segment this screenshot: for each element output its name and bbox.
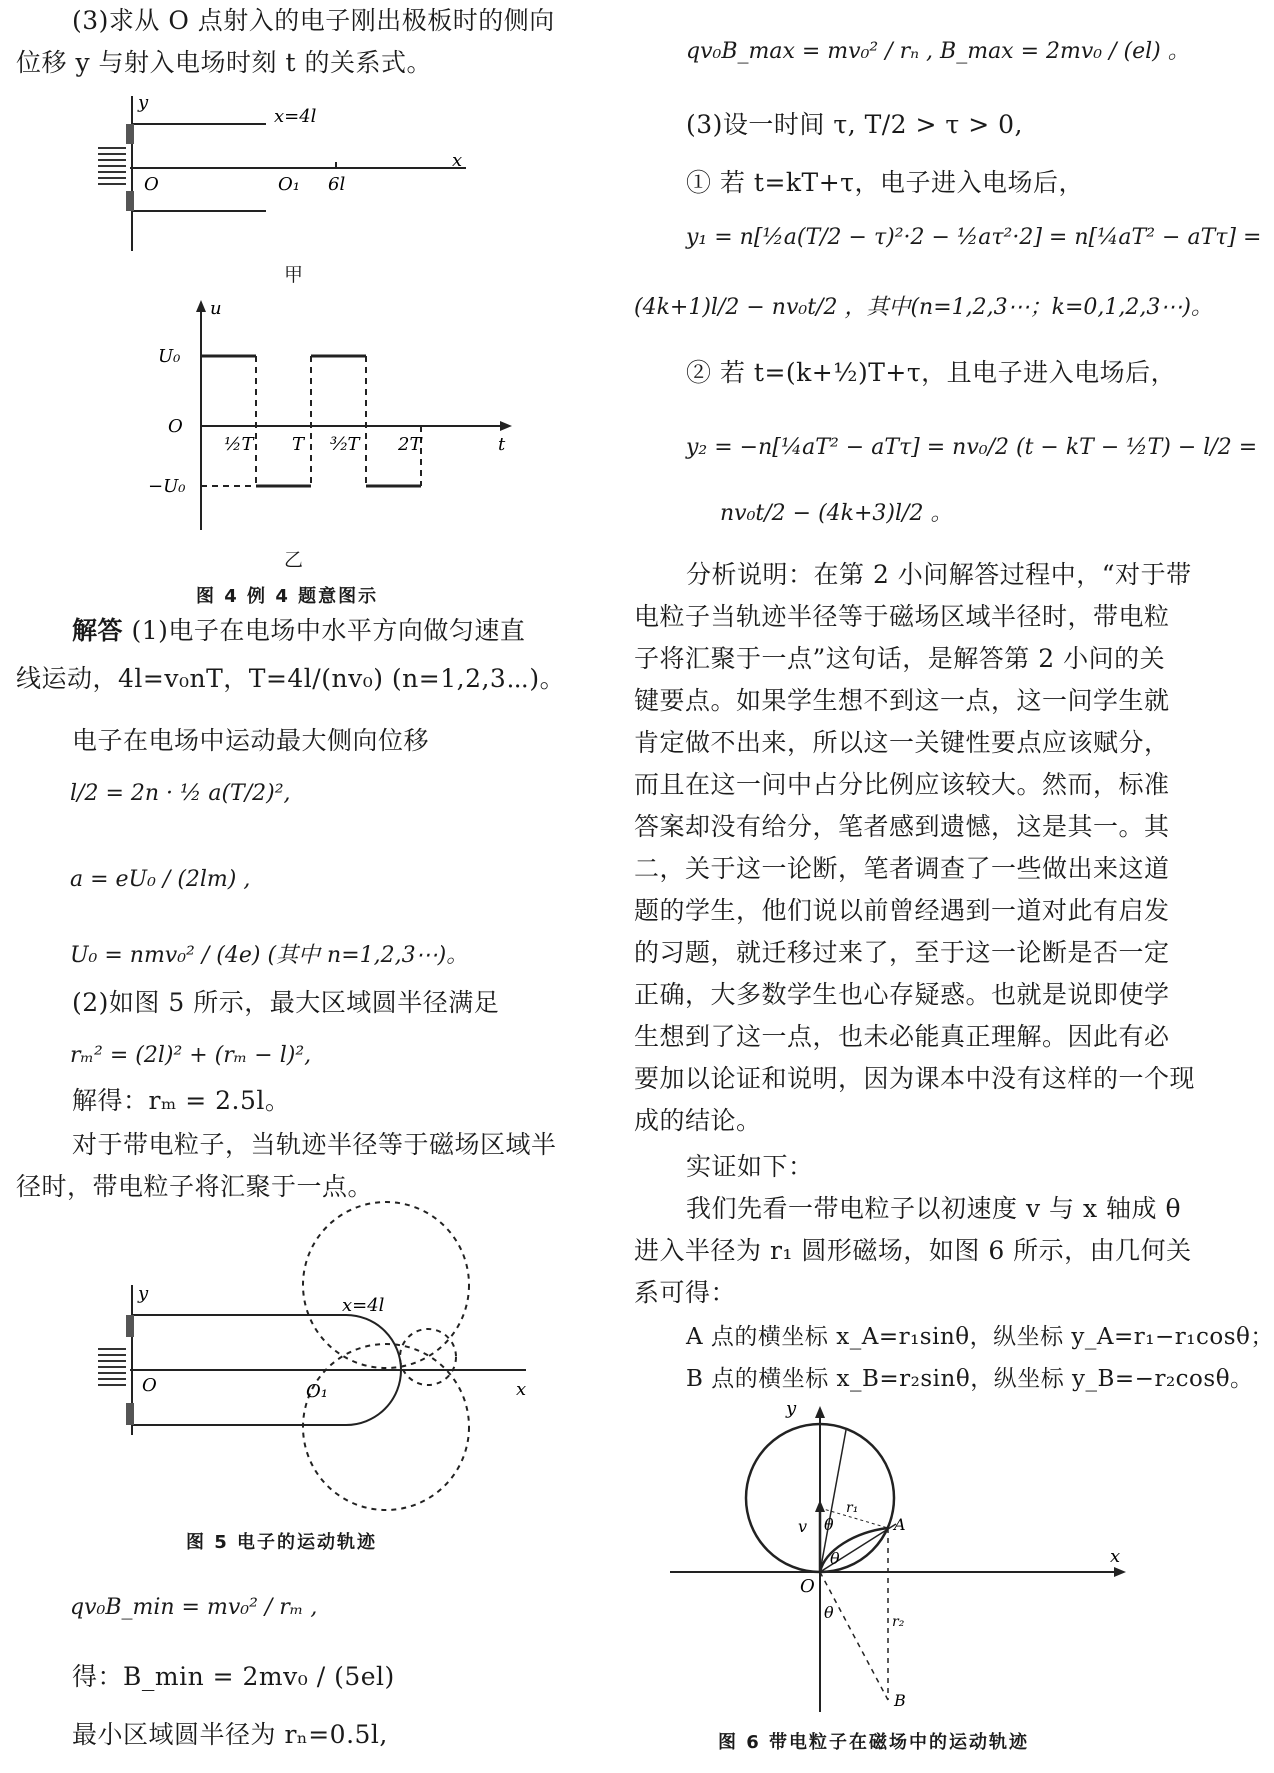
question-3-line-2: 位移 y 与射入电场时刻 t 的关系式。: [16, 48, 432, 77]
fig-yi-three-half-t-label: ³⁄₂T: [330, 434, 360, 455]
analysis-line: 的习题，就迁移过来了，至于这一论断是否一定: [634, 938, 1170, 967]
fig5-x-label: x: [516, 1379, 527, 1400]
equation-6: qv₀B_min = mv₀² / rₘ ,: [70, 1595, 318, 1620]
case-2-equation-1: y₂ = −n[¼aT² − aTτ] = nv₀/2 (t − kT − ½T) − l/2 =: [686, 435, 1258, 460]
fig6-r2-label: r₂: [892, 1614, 905, 1630]
figure-jia: [96, 86, 476, 261]
equation-3: U₀ = nmv₀² / (4e) (其中 n=1,2,3⋯)。: [70, 943, 469, 968]
analysis-line: 生想到了这一点，也未必能真正理解。因此有必: [634, 1022, 1170, 1051]
part-3-setup: (3)设一时间 τ, T/2 > τ > 0,: [686, 110, 1023, 139]
focus-statement-line-1: 对于带电粒子，当轨迹半径等于磁场区域半: [72, 1130, 557, 1159]
question-3-line-1: (3)求从 O 点射入的电子刚出极板时的侧向: [72, 6, 555, 35]
fig-yi-two-t-label: 2T: [398, 434, 422, 455]
fig-jia-y-label: y: [138, 92, 149, 113]
case-2-equation-2: nv₀t/2 − (4k+3)l/2 。: [720, 501, 953, 526]
fig-jia-x-label: x: [452, 150, 463, 171]
case-1-equation-2: (4k+1)l/2 − nv₀t/2 ，其中(n=1,2,3⋯；k=0,1,2,3⋯)。: [634, 295, 1213, 320]
fig6-r1-label: r₁: [846, 1500, 859, 1516]
fig-jia-o-label: O: [144, 174, 159, 195]
figure-yi: [106, 300, 516, 535]
fig6-a-label: A: [894, 1515, 906, 1534]
fig-jia-o1-label: O₁: [278, 174, 300, 195]
fig-jia-6l-label: 6l: [328, 174, 346, 195]
analysis-line: 分析说明：在第 2 小问解答过程中，“对于带: [686, 560, 1192, 589]
analysis-line: 肯定做不出来，所以这一关键性要点应该赋分，: [634, 728, 1170, 757]
point-b-coordinates: B 点的横坐标 x_B=r₂sinθ，纵坐标 y_B=−r₂cosθ。: [686, 1366, 1254, 1392]
fig6-theta-label: θ: [824, 1515, 834, 1534]
analysis-line: 子将汇聚于一点”这句话，是解答第 2 小问的关: [634, 644, 1166, 673]
case-2-heading: ② 若 t=(k+½)T+τ，且电子进入电场后，: [686, 358, 1177, 387]
fig-jia-x-eq: x=4l: [274, 106, 317, 127]
figure-5-caption: 图 5 电子的运动轨迹: [186, 1532, 378, 1553]
analysis-line: 电粒子当轨迹半径等于磁场区域半径时，带电粒: [634, 602, 1170, 631]
fig5-o1-label: O₁: [306, 1381, 328, 1402]
fig5-x-eq: x=4l: [342, 1295, 385, 1316]
figure-5: [96, 1205, 546, 1515]
equation-7: 得：B_min = 2mv₀ / (5el): [72, 1662, 395, 1691]
equation-8: 最小区域圆半径为 rₙ=0.5l,: [72, 1720, 388, 1749]
fig-yi-half-t-label: ½T: [224, 434, 254, 455]
equation-2: a = eU₀ / (2lm) ,: [70, 867, 251, 892]
analysis-line: 而且在这一问中占分比例应该较大。然而，标准: [634, 770, 1170, 799]
figure-6: [670, 1400, 1130, 1720]
fig-yi-o-label: O: [168, 416, 183, 437]
analysis-line: 答案却没有给分，笔者感到遗憾，这是其一。其: [634, 812, 1170, 841]
fig-yi-negu0-label: −U₀: [148, 476, 186, 497]
analysis-line: 题的学生，他们说以前曾经遇到一道对此有启发: [634, 896, 1170, 925]
fig-yi-t-label: t: [498, 434, 506, 455]
figure-6-caption: 图 6 带电粒子在磁场中的运动轨迹: [718, 1732, 1030, 1753]
equation-bmax: qv₀B_max = mv₀² / rₙ , B_max = 2mv₀ / (el) 。: [686, 39, 1190, 64]
fig6-x-label: x: [1110, 1546, 1121, 1567]
equation-5: 解得：rₘ = 2.5l。: [72, 1086, 291, 1115]
fig-yi-caption: 乙: [284, 549, 304, 571]
fig5-o-label: O: [142, 1375, 157, 1396]
answer-heading: 解答: [72, 616, 124, 645]
answer-part-2-line: (2)如图 5 所示，最大区域圆半径满足: [72, 988, 500, 1017]
answer-part-1-line-2: 线运动，4l=v₀nT，T=4l/(nv₀) (n=1,2,3⋯)。: [16, 664, 566, 693]
answer-line-1: [72, 612, 525, 650]
analysis-line: 正确，大多数学生也心存疑惑。也就是说即使学: [634, 980, 1170, 1009]
case-1-equation-1: y₁ = n[½a(T/2 − τ)²·2 − ½aτ²·2] = n[¼aT² − aTτ] =: [686, 225, 1262, 250]
fig6-b-label: B: [894, 1691, 906, 1710]
equation-4: rₘ² = (2l)² + (rₘ − l)²,: [70, 1043, 312, 1068]
figure-4-caption: 图 4 例 4 题意图示: [196, 586, 379, 607]
fig-yi-u0-label: U₀: [158, 346, 181, 367]
fig5-y-label: y: [138, 1283, 149, 1304]
analysis-line: 成的结论。: [634, 1106, 762, 1135]
fig6-theta-label: θ: [824, 1603, 834, 1622]
proof-heading: 实证如下：: [686, 1152, 814, 1181]
analysis-line: 二，关于这一论断，笔者调查了一些做出来这道: [634, 854, 1170, 883]
analysis-line: 键要点。如果学生想不到这一点，这一问学生就: [634, 686, 1170, 715]
proof-line: 系可得：: [634, 1278, 737, 1307]
max-displacement-text: 电子在电场中运动最大侧向位移: [72, 726, 430, 755]
fig-jia-caption: 甲: [284, 264, 304, 286]
proof-line: 我们先看一带电粒子以初速度 v 与 x 轴成 θ: [686, 1194, 1182, 1223]
fig-yi-u-label: u: [210, 298, 222, 319]
focus-statement-line-2: 径时，带电粒子将汇聚于一点。: [16, 1172, 374, 1201]
fig6-o-label: O: [800, 1576, 815, 1597]
proof-line: 进入半径为 r₁ 圆形磁场，如图 6 所示，由几何关: [634, 1236, 1192, 1265]
equation-1: l/2 = 2n · ½ a(T/2)²,: [70, 781, 291, 806]
fig-yi-t-tick-label: T: [292, 434, 305, 455]
answer-part-1-line-1: (1)电子在电场中水平方向做匀速直: [131, 616, 526, 645]
point-a-coordinates: A 点的横坐标 x_A=r₁sinθ，纵坐标 y_A=r₁−r₁cosθ；: [686, 1324, 1274, 1350]
fig6-y-label: y: [786, 1398, 797, 1419]
case-1-heading: ① 若 t=kT+τ，电子进入电场后，: [686, 168, 1084, 197]
fig6-theta-label: θ: [830, 1549, 840, 1568]
fig6-v-label: v: [798, 1517, 808, 1536]
analysis-line: 要加以论证和说明，因为课本中没有这样的一个现: [634, 1064, 1196, 1093]
